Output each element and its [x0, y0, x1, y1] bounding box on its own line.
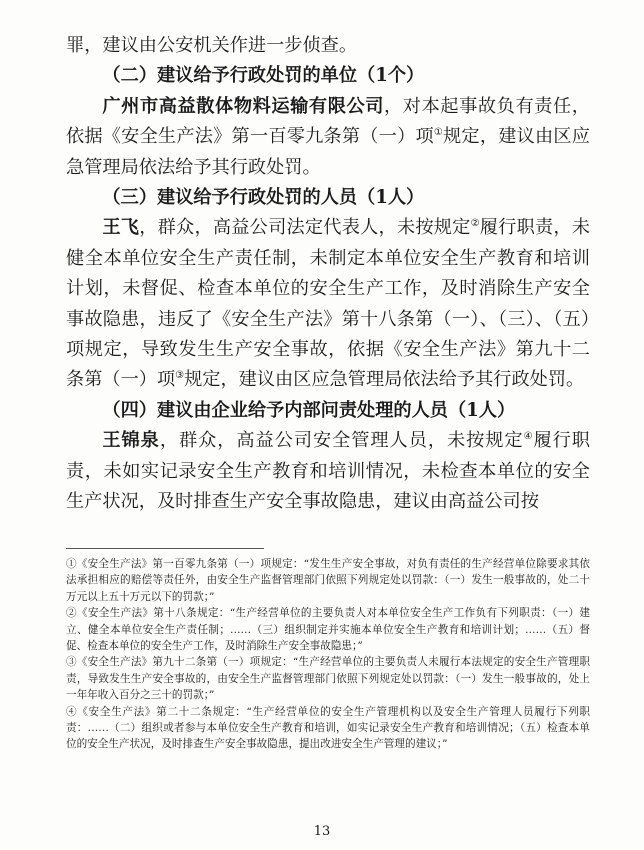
section-heading-2: （二）建议给予行政处罚的单位（1个）	[102, 65, 425, 87]
footnote-ref-4: ④	[523, 431, 534, 443]
footnote-1: ①《安全生产法》第一百零九条第（一）项规定：“发生生产安全事故，对负有责任的生产经营单位除要求其依法承担相应的赔偿等责任外，由安全生产监督管理部门依照下列规定处以罚款：（一）发生一般事故的，处二十万元以上五十万元以下的罚款；”	[66, 558, 590, 603]
person-name-1: 王飞	[102, 217, 140, 239]
person-name-2: 王锦泉	[102, 430, 160, 452]
section-heading-4: （四）建议由企业给予内部问责处理的人员（1人）	[102, 399, 516, 421]
paragraph-continuation: 罪，建议由公安机关作进一步侦查。	[66, 35, 358, 56]
footnote-4: ④《安全生产法》第二十二条规定：“生产经营单位的安全生产管理机构以及安全生产管理人员履行下列职责：……（二）组织或者参与本单位安全生产教育和培训，如实记录安全生产教育和培训情况；（五）检查本单位的安全生产状况，及时排查生产安全事故隐患，提出改进安全生产管理的建议；”	[66, 705, 590, 751]
footnote-divider	[66, 548, 264, 549]
paragraph-company: 广州市高益散体物料运输有限公司，对本起事故负有责任，依据《安全生产法》第一百零九条第（一）项①规定，建议由区应急管理局依法给予其行政处罚。	[66, 95, 590, 178]
footnote-ref-3: ③	[175, 370, 185, 382]
footnotes	[66, 556, 590, 753]
paragraph-person-2: 王锦泉，群众，高益公司安全管理人员，未按规定④履行职责，未如实记录安全生产教育和培训情况，未检查本单位的安全生产状况，及时排查生产安全事故隐患，建议由高益公司按	[66, 430, 590, 513]
footnote-3: ③《安全生产法》第九十二条第（一）项规定：“生产经营单位的主要负责人未履行本法规定的安全生产管理职责，导致发生生产安全事故的，由安全生产监督管理部门依照下列规定处以罚款：（一）发生一般事故的，处上一年年收入百分之三十的罚款；”	[66, 656, 590, 702]
company-name: 广州市高益散体物料运输有限公司	[102, 95, 385, 117]
footnote-ref-1: ①	[433, 127, 444, 139]
section-heading-3: （三）建议给予行政处罚的人员（1人）	[102, 187, 425, 209]
footnote-ref-2: ②	[470, 218, 480, 230]
footnote-2: ②《安全生产法》第十八条规定：“生产经营单位的主要负责人对本单位安全生产工作负有下列职责：（一）建立、健全本单位安全生产责任制；……（三）组织制定并实施本单位安全生产教育和培训计划；……（五）督促、检查本单位的安全生产工作，及时消除生产安全事故隐患；”	[66, 607, 590, 653]
body-text	[66, 31, 590, 518]
paragraph-person-1: 王飞，群众，高益公司法定代表人，未按规定②履行职责，未健全本单位安全生产责任制，未制定本单位安全生产教育和培训计划，未督促、检查本单位的安全生产工作，及时消除生产安全事故隐患，违反了《安全生产法》第十八条第（一）、（三）、（五）项规定，导致发生生产安全事故，依据《安全生产法》第九十二条第（一）项③规定，建议由区应急管理局依法给予其行政处罚。	[66, 217, 590, 391]
page-number: 13	[313, 824, 331, 839]
